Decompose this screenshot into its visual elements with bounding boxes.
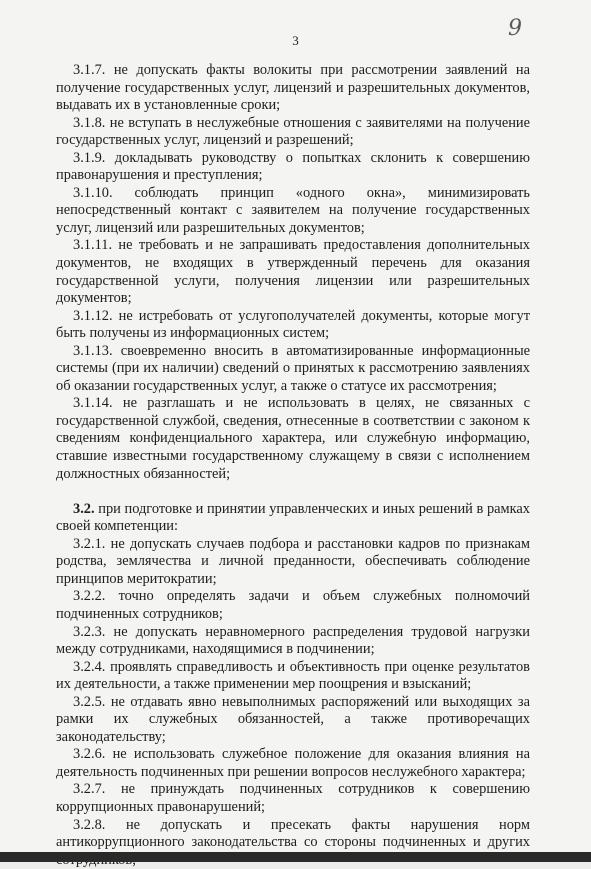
clause-3-1-10 — [56, 185, 530, 238]
clause-text: своевременно вносить в автоматизированные информационные системы (при их наличии) сведений о принятых к рассмотрению заявлениях об оказании государственных услуг, а также о статусе их рассмотрения; — [56, 342, 530, 394]
clause-3-1-14 — [56, 395, 530, 483]
clause-3-1-11 — [56, 237, 530, 307]
clause-number: 3.2.6. — [73, 746, 106, 763]
clause-text: точно определять задачи и объем служебных полномочий подчиненных сотрудников; — [56, 588, 530, 622]
clause-text: не допускать неравномерного распределения трудовой нагрузки между сотрудниками, находящимися в подчинении; — [56, 623, 530, 658]
clause-3-1-12 — [56, 308, 530, 343]
clause-3-1-8 — [56, 115, 530, 150]
clause-number: 3.1.13. — [73, 342, 113, 359]
clause-text: проявлять справедливость и объективность при оценке результатов их деятельности, а также применении мер поощрения и взысканий; — [56, 658, 530, 693]
clause-3-2-3 — [56, 624, 530, 659]
clause-number: 3.2.2. — [73, 588, 106, 605]
clause-number: 3.1.12. — [73, 307, 113, 324]
clause-number: 3.1.7. — [73, 62, 106, 78]
document-body — [56, 62, 530, 869]
clause-text: не разглашать и не использовать в целях, не связанных с государственной службой, сведения, отнесенные в соответствии с законом к сведениям конфиденциального характера, или служебную информацию, ставшие известными государственному служащему в связи с исполнением должностных обязанностей; — [56, 395, 530, 482]
clause-number: 3.2.1. — [73, 535, 106, 552]
clause-3-2-6 — [56, 746, 530, 781]
clause-number: 3.2.4. — [73, 658, 106, 675]
clause-text: не истребовать от услугополучателей документы, которые могут быть получены из информационных систем; — [56, 307, 530, 342]
handwritten-page-mark: 9 — [508, 16, 522, 41]
clause-3-2-4 — [56, 659, 530, 694]
clause-number: 3.2.7. — [73, 781, 106, 798]
clause-3-2-7 — [56, 781, 530, 816]
clause-text: не принуждать подчиненных сотрудников к совершению коррупционных правонарушений; — [56, 781, 530, 815]
clause-text: не допускать факты волокиты при рассмотрении заявлений на получение государственных услуг, лицензий и разрешительных документов, выдавать их в установленные сроки; — [56, 62, 530, 114]
clause-number: 3.1.9. — [73, 149, 106, 166]
clause-text: докладывать руководству о попытках склонить к совершению правонарушения и преступления; — [56, 149, 530, 184]
clause-number: 3.1.8. — [73, 114, 106, 131]
clause-text: соблюдать принцип «одного окна», минимизировать непосредственный контакт с заявителем на получение государственных услуг, лицензий или разрешительных документов; — [56, 184, 530, 236]
clause-text: при подготовке и принятии управленческих и иных решений в рамках своей компетенции: — [56, 500, 530, 535]
clause-text: не использовать служебное положение для оказания влияния на деятельность подчиненных при решении вопросов неслужебного характера; — [56, 746, 530, 780]
clause-number: 3.2.5. — [73, 693, 106, 710]
clause-3-2-2 — [56, 588, 530, 623]
scan-bottom-edge — [0, 852, 591, 862]
clause-3-2-1 — [56, 536, 530, 589]
clause-number: 3.1.14. — [73, 395, 113, 412]
clause-3-1-7 — [56, 62, 530, 115]
clause-number: 3.2.8. — [73, 816, 106, 833]
page-number: 3 — [292, 33, 299, 48]
clause-text: не вступать в неслужебные отношения с заявителями на получение государственных услуг, лицензий и разрешений; — [56, 114, 530, 149]
clause-number: 3.1.10. — [73, 184, 113, 201]
clause-text: не допускать и пресекать факты нарушения норм антикоррупционного законодательства со стороны подчиненных и других — [56, 816, 530, 851]
clause-text: не требовать и не запрашивать предоставления дополнительных документов, не входящих в утвержденный перечень для оказания государственной услуги, получения лицензии или разрешительных документов; — [56, 237, 530, 307]
clause-3-1-13 — [56, 343, 530, 396]
clause-number: 3.1.11. — [73, 237, 113, 254]
section-number: 3.2. — [73, 500, 95, 517]
clause-number: 3.2.3. — [73, 623, 106, 640]
clause-text: не допускать случаев подбора и расстановки кадров по признакам родства, землячества и личной преданности, обеспечивать соблюдение принципов меритократии; — [56, 535, 530, 587]
clause-3-2 — [56, 501, 530, 536]
clause-3-1-9 — [56, 150, 530, 185]
clause-3-2-5 — [56, 694, 530, 747]
clause-text: не отдавать явно невыполнимых распоряжений или выходящих за рамки их служебных обязанностей, а также противоречащих законодательству; — [56, 693, 530, 745]
